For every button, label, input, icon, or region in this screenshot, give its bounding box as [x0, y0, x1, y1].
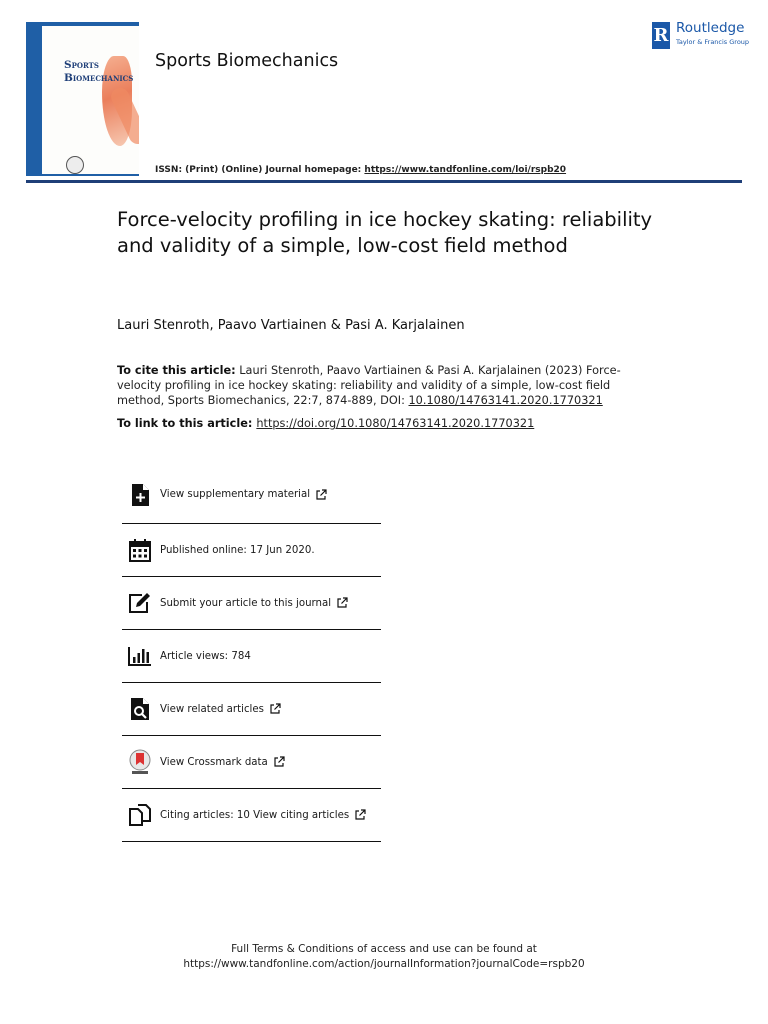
- routledge-logo: [652, 20, 752, 50]
- external-link-icon: [315, 489, 327, 501]
- external-link-icon: [269, 703, 281, 715]
- external-link-icon: [273, 756, 285, 768]
- footer-terms-link[interactable]: https://www.tandfonline.com/action/journalInformation?journalCode=rspb20: [183, 958, 585, 970]
- header-divider: [26, 180, 742, 183]
- file-plus-icon: [127, 482, 153, 508]
- published-online-row: Published online: 17 Jun 2020.: [122, 524, 381, 577]
- citation-block: To cite this article: Lauri Stenroth, Paavo Vartiainen & Pasi A. Karjalainen (2023) Force-velocity profiling in ice hockey skating: reliability and validity of a simple, low-cost field method, Sports Biomechanics, 22:7, 874-889, DOI: 10.1080/14763141.2020.1770321: [117, 364, 621, 407]
- search-document-icon: [127, 696, 153, 722]
- publisher-subtitle: Taylor & Francis Group: [676, 38, 750, 46]
- publisher-name: Routledge: [676, 20, 745, 36]
- calendar-icon: [127, 537, 153, 563]
- article-links-list: [122, 466, 381, 842]
- issn-line: ISSN: (Print) (Online) Journal homepage: https://www.tandfonline.com/loi/rspb20: [155, 165, 567, 175]
- article-link-line: [117, 417, 534, 430]
- bar-chart-icon: [127, 643, 153, 669]
- crossmark-icon: [127, 749, 153, 775]
- routledge-mark-icon: R: [652, 22, 670, 49]
- external-link-icon: [354, 809, 366, 821]
- citing-articles-icon: [127, 802, 153, 828]
- citing-articles-row[interactable]: Citing articles: 10 View citing articles: [122, 789, 381, 842]
- journal-homepage-link[interactable]: https://www.tandfonline.com/loi/rspb20: [364, 165, 567, 175]
- related-articles-row[interactable]: View related articles: [122, 683, 381, 736]
- article-views-row: Article views: 784: [122, 630, 381, 683]
- edit-icon: [127, 590, 153, 616]
- terms-footer: [0, 942, 768, 972]
- journal-cover-image: [26, 22, 139, 176]
- link-label: To link to this article:: [117, 417, 257, 430]
- external-link-icon: [336, 597, 348, 609]
- cite-label: To cite this article:: [117, 364, 236, 377]
- article-authors: Lauri Stenroth, Paavo Vartiainen & Pasi A. Karjalainen: [117, 318, 465, 333]
- cover-seal-icon: [66, 156, 84, 174]
- supplementary-material-row[interactable]: View supplementary material: [122, 466, 381, 524]
- crossmark-row[interactable]: View Crossmark data: [122, 736, 381, 789]
- cover-title: Sports Biomechanics: [64, 59, 134, 84]
- article-title: Force-velocity profiling in ice hockey skating: reliability and validity of a simple, low-cost field method: [117, 208, 653, 257]
- footer-line-1: Full Terms & Conditions of access and use can be found at: [231, 943, 537, 955]
- submit-article-row[interactable]: Submit your article to this journal: [122, 577, 381, 630]
- article-doi-link[interactable]: https://doi.org/10.1080/14763141.2020.1770321: [256, 417, 535, 430]
- cite-doi-link[interactable]: 10.1080/14763141.2020.1770321: [408, 394, 603, 407]
- journal-title: Sports Biomechanics: [155, 51, 339, 71]
